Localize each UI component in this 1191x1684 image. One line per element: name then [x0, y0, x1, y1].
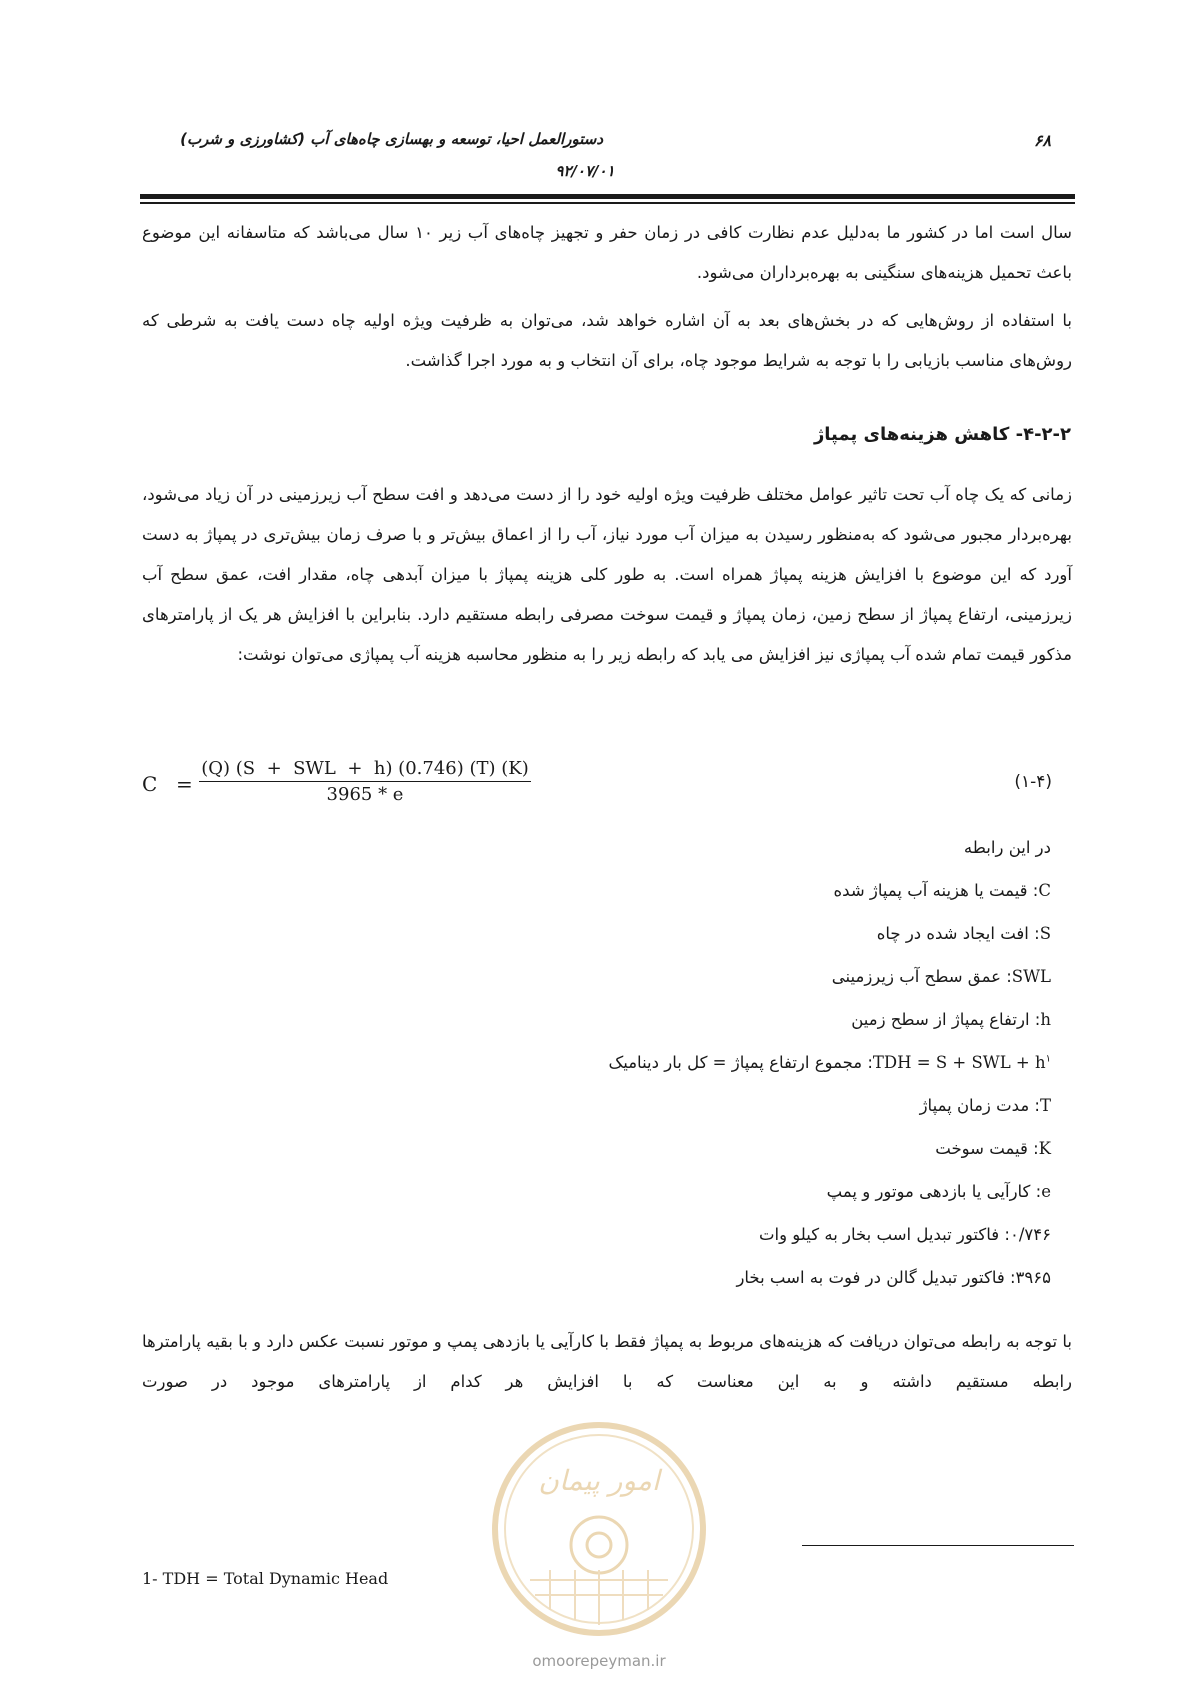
formula-block: [142, 758, 1072, 818]
header-title: دستورالعمل احیا، توسعه و بهسازی چاه‌های آب (کشاورزی و شرب): [180, 130, 603, 148]
definition-text: : قیمت یا هزینه آب پمپاژ شده: [833, 881, 1039, 900]
definition-text: : فاکتور تبدیل اسب بخار به کیلو وات: [758, 1225, 1010, 1244]
definition-text: : فاکتور تبدیل گالن در فوت به اسب بخار: [736, 1268, 1016, 1287]
paragraph-4: با توجه به رابطه می‌توان دریافت که هزینه‌های مربوط به پمپاژ فقط با کارآیی یا بازدهی پمپ و موتور نسبت عکس دارد و با بقیه پارامترها رابطه مستقیم داشته و به این معناست که با افزایش هر کدام از پارامترهای موجود در صورت: [142, 1332, 1072, 1391]
formula-fraction: [199, 758, 531, 805]
definition-text: : مجموع ارتفاع پمپاژ = کل بار دینامیک: [608, 1053, 873, 1072]
definition-symbol: T: [1039, 1096, 1051, 1115]
section-heading: ۴-۲-۲- کاهش هزینه‌های پمپاژ: [813, 424, 1071, 445]
header-rule-thick: [140, 194, 1075, 199]
definition-item: [351, 1084, 1051, 1127]
watermark-gear-icon: [571, 1517, 627, 1573]
definition-text: : ارتفاع پمپاژ از سطح زمین: [851, 1010, 1041, 1029]
definition-symbol: K: [1038, 1139, 1051, 1158]
definition-text: : کارآیی یا بازدهی موتور و پمپ: [826, 1182, 1042, 1201]
definition-text: : مدت زمان پمپاژ: [919, 1096, 1040, 1115]
paragraph-2: با استفاده از روش‌هایی که در بخش‌های بعد به آن اشاره خواهد شد، می‌توان به ظرفیت ویژه اولیه چاه دست یافت به شرطی که روش‌های مناسب بازیابی را با توجه به شرایط موجود چاه، برای آن انتخاب و به مورد اجرا گذاشت.: [142, 311, 1072, 370]
definition-text: : قیمت سوخت: [935, 1139, 1039, 1158]
formula-equals: =: [176, 772, 193, 796]
formula-numerator: (Q) (S + SWL + h) (0.746) (T) (K): [199, 758, 531, 782]
watermark-logo-text: امور پیمان: [538, 1464, 660, 1497]
definition-symbol: TDH = S + SWL + h: [872, 1053, 1046, 1072]
formula-number: (۱-۴): [1014, 772, 1052, 792]
page-number: ۶۸: [1033, 131, 1051, 150]
definitions-intro: در این رابطه: [963, 838, 1051, 857]
watermark-logo: [490, 1420, 708, 1638]
definition-item: [351, 1213, 1051, 1256]
definition-item: [351, 912, 1051, 955]
definition-item: [351, 955, 1051, 998]
paragraph-1: سال است اما در کشور ما به‌دلیل عدم نظارت کافی در زمان حفر و تجهیز چاه‌های آب زیر ۱۰ سال می‌باشد که متاسفانه این موضوع باعث تحمیل هزینه‌های سنگینی به بهره‌برداران می‌شود.: [142, 223, 1072, 282]
definitions-list: [351, 826, 1051, 1299]
footnote-rule: [802, 1545, 1074, 1546]
definition-item: [351, 1256, 1051, 1299]
definition-item: [351, 1170, 1051, 1213]
definition-symbol: e: [1041, 1182, 1051, 1201]
paragraph-3: زمانی که یک چاه آب تحت تاثیر عوامل مختلف ظرفیت ویژه اولیه خود را از دست می‌دهد و افت سطح آب زیرزمینی در آن زیاد می‌شود، بهره‌بردار مجبور می‌شود که به‌منظور رسیدن به میزان آب مورد نیاز، آب را از اعماق بیش‌تر و با صرف زمان بیش‌تری در پمپاژ به دست آورد که این موضوع با افزایش هزینه پمپاژ همراه است. به طور کلی هزینه پمپاژ با میزان آبدهی چاه، مقدار افت، عمق سطح آب زیرزمینی، ارتفاع پمپاژ از سطح زمین، زمان پمپاژ و قیمت سوخت مصرفی رابطه مستقیم دارد. بنابراین با افزایش هر یک از پارامترهای مذکور قیمت تمام شده آب پمپاژی نیز افزایش می یابد که رابطه زیر را به منظور محاسبه هزینه آب پمپاژی می‌توان نوشت:: [142, 485, 1072, 664]
definition-symbol: ۳۹۶۵: [1015, 1268, 1051, 1287]
definition-item: [351, 869, 1051, 912]
formula-lhs: C: [142, 772, 158, 796]
watermark-site: omoorepeyman.ir: [532, 1652, 666, 1670]
definition-symbol: C: [1038, 881, 1051, 900]
header-date: ۹۲/۰۷/۰۱: [555, 162, 615, 180]
definition-item: [351, 1127, 1051, 1170]
definition-symbol: ۰/۷۴۶: [1009, 1225, 1051, 1244]
definition-item-tdh: [351, 1041, 1051, 1084]
watermark-grid-icon: [530, 1570, 668, 1625]
footnote: 1- TDH = Total Dynamic Head: [142, 1569, 389, 1588]
definition-symbol: SWL: [1011, 967, 1051, 986]
footnote-ref: ۱: [1045, 1053, 1051, 1065]
definition-symbol: S: [1039, 924, 1051, 943]
definition-item: [351, 998, 1051, 1041]
definition-text: : عمق سطح آب زیرزمینی: [831, 967, 1012, 986]
definition-text: : افت ایجاد شده در چاه: [876, 924, 1040, 943]
header-rule-thin: [140, 202, 1075, 204]
definition-symbol: h: [1040, 1010, 1051, 1029]
formula-denominator: 3965 * e: [326, 784, 404, 805]
